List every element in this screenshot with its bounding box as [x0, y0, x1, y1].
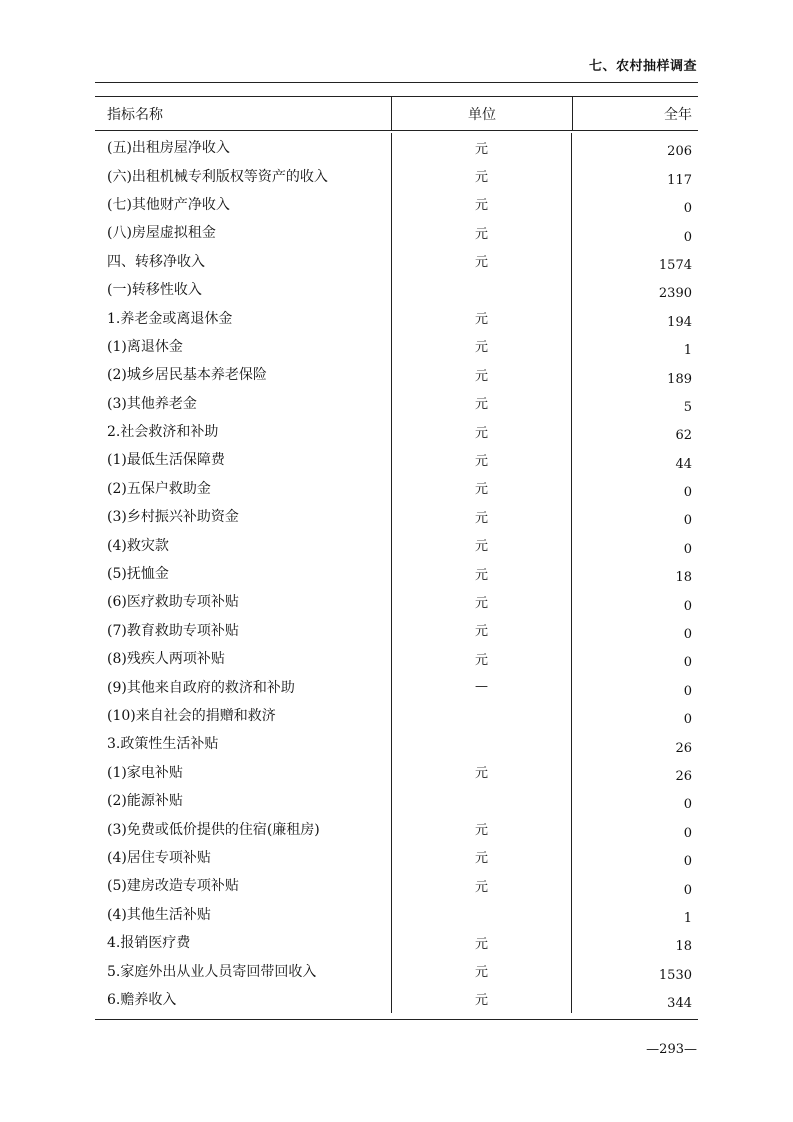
row-unit: 元: [392, 644, 572, 672]
row-indicator-name: (7)教育救助专项补贴: [95, 616, 392, 644]
row-unit: 元: [392, 956, 572, 984]
section-title: 七、农村抽样调查: [588, 59, 697, 74]
row-unit: [392, 701, 572, 729]
row-unit: 元: [392, 389, 572, 417]
row-indicator-name: (9)其他来自政府的救济和补助: [95, 672, 392, 700]
row-indicator-name: (一)转移性收入: [95, 275, 392, 303]
row-indicator-name: 4.报销医疗费: [95, 928, 392, 956]
row-unit: [392, 900, 572, 928]
table-row: [95, 956, 698, 984]
row-unit: 元: [392, 218, 572, 246]
row-unit: 元: [392, 417, 572, 445]
row-indicator-name: 1.养老金或离退休金: [95, 303, 392, 331]
table-body: [95, 131, 698, 1019]
table-row: [95, 758, 698, 786]
row-full-year-value: 189: [667, 371, 692, 387]
row-unit: [392, 729, 572, 757]
row-full-year-value: 44: [675, 456, 692, 472]
row-unit: 元: [392, 843, 572, 871]
row-indicator-name: (6)医疗救助专项补贴: [95, 587, 392, 615]
row-indicator-name: (3)乡村振兴补助资金: [95, 502, 392, 530]
table-row: [95, 871, 698, 899]
row-full-year-value: 206: [667, 144, 692, 160]
table-row: [95, 303, 698, 331]
row-unit: [392, 275, 572, 303]
row-unit: 元: [392, 928, 572, 956]
table-row: [95, 360, 698, 388]
header-rule: [95, 82, 698, 83]
row-full-year-value: 0: [683, 854, 692, 870]
row-full-year-value: 0: [683, 797, 692, 813]
row-unit: 元: [392, 133, 572, 161]
row-indicator-name: (4)居住专项补贴: [95, 843, 392, 871]
row-indicator-name: (六)出租机械专利版权等资产的收入: [95, 161, 392, 189]
row-full-year-value: 1574: [658, 257, 692, 273]
row-indicator-name: (5)抚恤金: [95, 559, 392, 587]
row-full-year-value: 0: [683, 712, 692, 728]
table-row: [95, 985, 698, 1013]
table-row: [95, 332, 698, 360]
table-header: [95, 97, 698, 131]
row-unit: 元: [392, 985, 572, 1013]
table-row: [95, 389, 698, 417]
table-row: [95, 417, 698, 445]
row-full-year-value: 0: [683, 627, 692, 643]
row-unit: 元: [392, 360, 572, 388]
row-full-year-value: 117: [667, 172, 692, 188]
row-indicator-name: (1)最低生活保障费: [95, 445, 392, 473]
row-unit: 元: [392, 758, 572, 786]
row-indicator-name: (八)房屋虚拟租金: [95, 218, 392, 246]
column-header-full-year: 全年: [664, 106, 692, 123]
table-row: [95, 474, 698, 502]
row-unit: [392, 786, 572, 814]
table-row: [95, 587, 698, 615]
table-row: [95, 616, 698, 644]
row-full-year-value: 0: [683, 825, 692, 841]
table-row: [95, 275, 698, 303]
row-unit: 元: [392, 247, 572, 275]
row-unit: 元: [392, 445, 572, 473]
row-full-year-value: 26: [675, 768, 692, 784]
row-indicator-name: (1)离退休金: [95, 332, 392, 360]
table-row: [95, 502, 698, 530]
row-full-year-value: 1: [683, 343, 692, 359]
column-header-unit: 单位: [392, 97, 573, 130]
statistics-table: [95, 96, 698, 1020]
row-indicator-name: (1)家电补贴: [95, 758, 392, 786]
row-indicator-name: (5)建房改造专项补贴: [95, 871, 392, 899]
row-indicator-name: (3)免费或低价提供的住宿(廉租房): [95, 814, 392, 842]
row-indicator-name: (4)其他生活补贴: [95, 900, 392, 928]
table-row: [95, 900, 698, 928]
row-unit: 元: [392, 587, 572, 615]
row-full-year-value: 26: [675, 740, 692, 756]
row-unit: —: [392, 672, 572, 700]
row-indicator-name: (10)来自社会的捐赠和救济: [95, 701, 392, 729]
row-full-year-value: 18: [675, 570, 692, 586]
page-number: —293—: [646, 1042, 697, 1057]
row-indicator-name: 2.社会救济和补助: [95, 417, 392, 445]
row-indicator-name: (2)五保户救助金: [95, 474, 392, 502]
row-full-year-value: 18: [675, 939, 692, 955]
row-unit: 元: [392, 871, 572, 899]
row-unit: 元: [392, 161, 572, 189]
row-full-year-value: 1: [683, 910, 692, 926]
row-full-year-value: 0: [683, 541, 692, 557]
row-full-year-value: 1530: [658, 967, 692, 983]
row-unit: 元: [392, 814, 572, 842]
row-indicator-name: (五)出租房屋净收入: [95, 133, 392, 161]
table-row: [95, 445, 698, 473]
table-row: [95, 247, 698, 275]
column-header-indicator: 指标名称: [95, 97, 392, 130]
row-indicator-name: (2)能源补贴: [95, 786, 392, 814]
table-row: [95, 786, 698, 814]
row-full-year-value: 0: [683, 882, 692, 898]
row-unit: 元: [392, 559, 572, 587]
table-row: [95, 814, 698, 842]
table-row: [95, 928, 698, 956]
row-indicator-name: (3)其他养老金: [95, 389, 392, 417]
row-indicator-name: 5.家庭外出从业人员寄回带回收入: [95, 956, 392, 984]
table-row: [95, 644, 698, 672]
row-full-year-value: 344: [667, 996, 692, 1012]
row-unit: 元: [392, 332, 572, 360]
table-row: [95, 843, 698, 871]
row-full-year-value: 62: [675, 428, 692, 444]
row-full-year-value: 0: [683, 485, 692, 501]
row-unit: 元: [392, 303, 572, 331]
table-row: [95, 530, 698, 558]
row-indicator-name: 四、转移净收入: [95, 247, 392, 275]
table-row: [95, 190, 698, 218]
row-full-year-value: 5: [683, 399, 692, 415]
row-indicator-name: (4)救灾款: [95, 530, 392, 558]
row-full-year-value: 0: [683, 655, 692, 671]
row-full-year-value: 0: [683, 513, 692, 529]
row-full-year-value: 0: [683, 201, 692, 217]
row-full-year-value: 0: [683, 598, 692, 614]
row-full-year-value: 0: [683, 683, 692, 699]
table-row: [95, 672, 698, 700]
table-row: [95, 133, 698, 161]
row-indicator-name: (8)残疾人两项补贴: [95, 644, 392, 672]
row-unit: 元: [392, 474, 572, 502]
row-full-year-value: 194: [667, 314, 692, 330]
table-row: [95, 559, 698, 587]
row-unit: 元: [392, 502, 572, 530]
row-indicator-name: (七)其他财产净收入: [95, 190, 392, 218]
row-indicator-name: 6.赡养收入: [95, 985, 392, 1013]
table-row: [95, 729, 698, 757]
row-unit: 元: [392, 616, 572, 644]
row-unit: 元: [392, 530, 572, 558]
row-full-year-value: 2390: [658, 286, 692, 302]
table-row: [95, 161, 698, 189]
row-unit: 元: [392, 190, 572, 218]
row-indicator-name: (2)城乡居民基本养老保险: [95, 360, 392, 388]
row-indicator-name: 3.政策性生活补贴: [95, 729, 392, 757]
row-full-year-value: 0: [683, 229, 692, 245]
table-row: [95, 218, 698, 246]
table-row: [95, 701, 698, 729]
